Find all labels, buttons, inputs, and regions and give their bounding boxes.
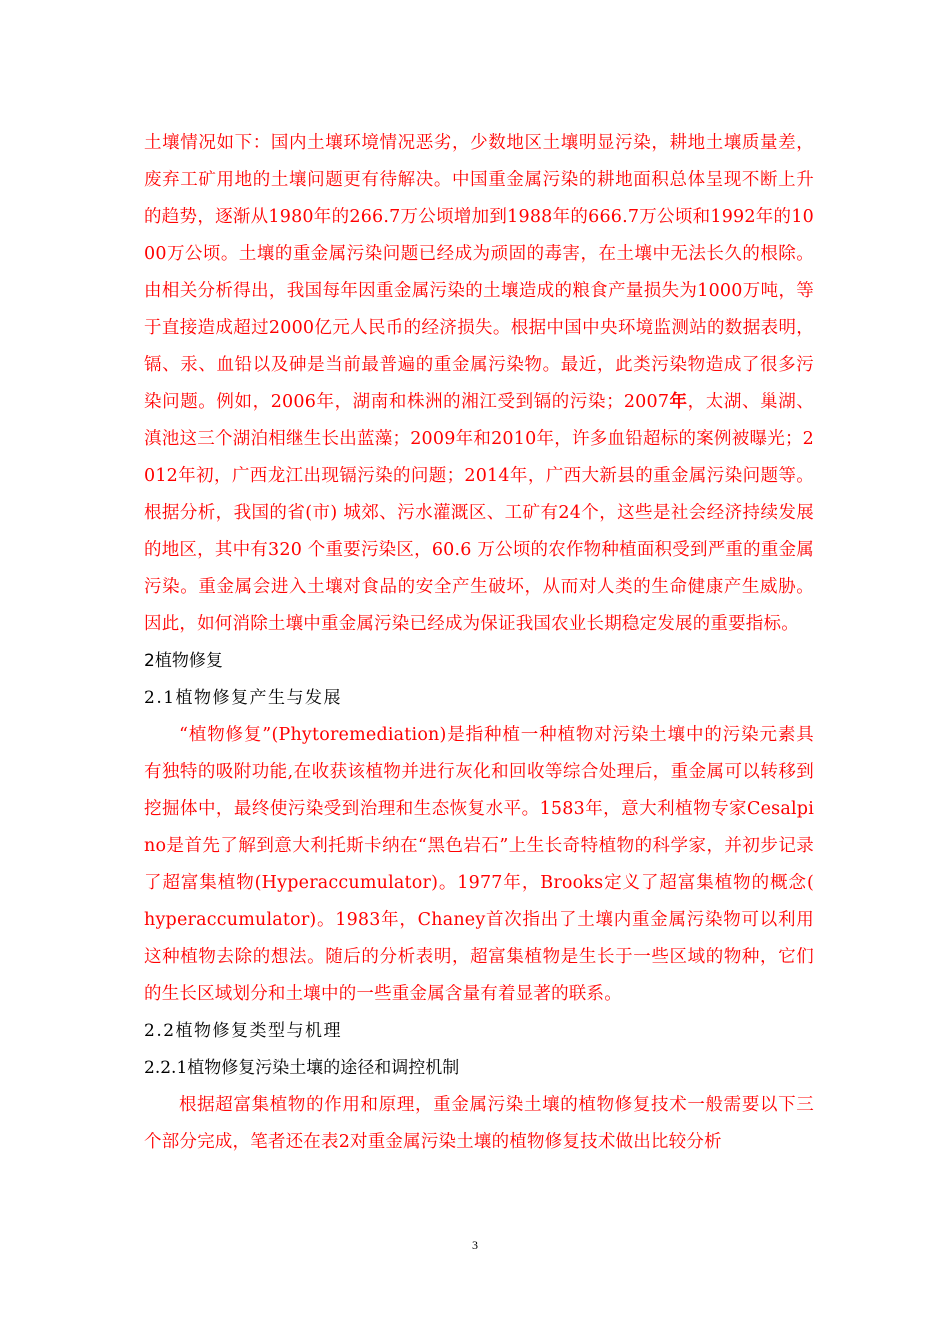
paragraph-text: 土壤情况如下：国内土壤环境情况恶劣，少数地区土壤明显污染，耕地土壤质量差，废弃工矿用地的土壤问题更有待解决。中国重金属污染的耕地面积总体呈现不断上升的趋势，逐渐从1980年的266.7万公顷增加到1988年的666.7万公顷和1992年的1000万公顷。土壤的重金属污染问题已经成为顽固的毒害，在土壤中无法长久的根除。由相关分析得出，我国每年因重金属污染的土壤造成的粮食产量损失为1000万吨，等于直接造成超过2000亿元人民币的经济损失。根据中国中央环境监测站的数据表明，镉、汞、血铅以及砷是当前最普遍的重金属污染物。最近，此类污染物造成了很多污染问题。例如，2006年，湖南和株洲的湘江受到镉的污染；2007 bbox=[144, 133, 814, 412]
section-heading-2-1: 2.1植物修复产生与发展 bbox=[144, 688, 343, 708]
page-number: 3 bbox=[472, 1238, 478, 1252]
paragraph-phytoremediation: “植物修复”(Phytoremediation)是指种植一种植物对污染土壤中的污染元素具有独特的吸附功能,在收获该植物并进行灰化和回收等综合处理后，重金属可以转移到挖掘体中，最终使污染受到治理和生态恢复水平。1583年，意大利植物专家Cesalpino是首先了解到意大利托斯卡纳在“黑色岩石”上生长奇特植物的科学家，并初步记录了超富集植物(Hyperaccumulator)。1977年，Brooks定义了超富集植物的概念( hyperaccumulator)。1983年，Chaney首次指出了土壤内重金属污染物可以利用这种植物去除的想法。随后的分析表明，超富集植物是生长于一些区域的物种，它们的生长区域划分和土壤中的一些重金属含量有着显著的联系。 bbox=[144, 725, 814, 1004]
paragraph-text: ，太湖、巢湖、滇池这三个湖泊相继生长出蓝藻；2009年和2010年，许多血铅超标的案例被曝光；2012年初，广西龙江出现镉污染的问题；2014年，广西大新县的重金属污染问题等。根据分析，我国的省(市) 城郊、污水灌溉区、工矿有24个，这些是社会经济持续发展的地区，其中有320 个重要污染区，60.6 万公顷的农作物种植面积受到严重的重金属污染。重金属会进入土壤对食品的安全产生破坏，从而对人类的生命健康产生威胁。因此，如何消除土壤中重金属污染已经成为保证我国农业长期稳定发展的重要指标。 bbox=[144, 392, 814, 634]
section-heading-2: 2植物修复 bbox=[144, 651, 223, 671]
page-content bbox=[144, 125, 814, 1161]
paragraph-repair-steps: 根据超富集植物的作用和原理，重金属污染土壤的植物修复技术一般需要以下三个部分完成，笔者还在表2对重金属污染土壤的植物修复技术做出比较分析 bbox=[144, 1095, 814, 1152]
paragraph-soil-pollution bbox=[144, 125, 814, 643]
section-heading-2-2-1: 2.2.1植物修复污染土壤的途径和调控机制 bbox=[144, 1058, 460, 1078]
bold-text: 年 bbox=[669, 392, 688, 412]
section-heading-2-2: 2.2植物修复类型与机理 bbox=[144, 1021, 343, 1041]
